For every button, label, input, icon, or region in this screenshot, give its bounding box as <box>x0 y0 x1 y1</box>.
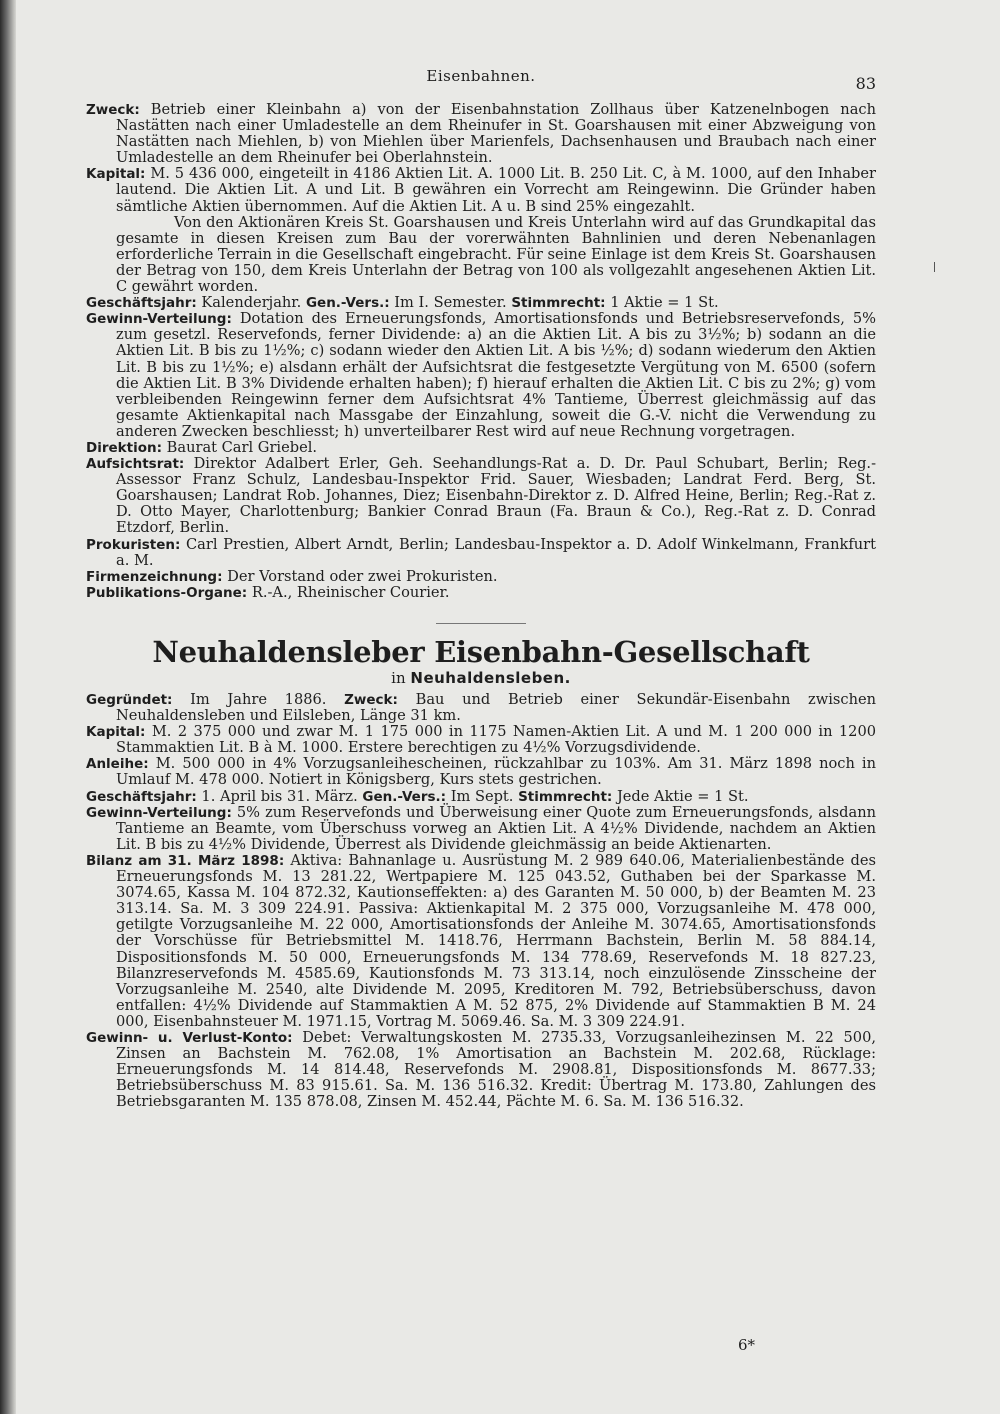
label-geschaeftsjahr: Geschäftsjahr: <box>86 295 197 312</box>
text-gewinn-verlust-konto: Debet: Verwaltungskosten M. 2735.33, Vorzugsanleihezinsen M. 22 500, Zinsen an Bachstein M. 762.08, 1% Amortisation an Bachstein M. 202.68, Rücklage: Erneuerungsfonds M. 14 814.48, Reservefonds M. 2908.81, Dispositionsfonds M. 8677.33; Betriebsüberschuss M. 83 915.61. Sa. M. 136 516.32. Kredit: Übertrag M. 173.80, Zahlungen des Betriebsgaranten M. 135 878.08, Zinsen M. 452.44, Pächte M. 6. Sa. M. 136 516.32. <box>116 1028 877 1111</box>
entry-direktion <box>86 440 876 456</box>
label-geschaeftsjahr-2: Geschäftsjahr: <box>86 788 197 805</box>
label-stimmrecht: Stimmrecht: <box>511 295 606 312</box>
text-stimmrecht-2: Jede Aktie = 1 St. <box>616 787 749 805</box>
text-aufsichtsrat: Direktor Adalbert Erler, Geh. Seehandlungs-Rat a. D. Dr. Paul Schubart, Berlin; Reg.-Assessor Franz Schulz, Landesbau-Inspektor Frid. Sauer, Wiesbaden; Landrat Ferd. Berg, St. Goarshausen; Landrat Rob. Johannes, Diez; Eisenbahn-Direktor z. D. Alfred Heine, Berlin; Reg.-Rat z. D. Otto Mayer, Charlottenburg; Bankier Conrad Braun (Fa. Braun & Co.), Reg.-Rat z. D. Conrad Etzdorf, Berlin. <box>116 455 877 537</box>
text-stimmrecht: 1 Aktie = 1 St. <box>610 294 719 312</box>
signature-mark: 6* <box>738 1336 756 1354</box>
label-zweck: Zweck: <box>86 102 140 118</box>
section-divider <box>436 623 526 624</box>
text-geschaeftsjahr-2: 1. April bis 31. März. <box>201 787 358 805</box>
label-aufsichtsrat: Aufsichtsrat: <box>86 456 185 473</box>
entry-kapital-2 <box>86 724 876 756</box>
text-gen-vers: Im I. Semester. <box>394 294 507 312</box>
label-prokuristen: Prokuristen: <box>86 536 181 553</box>
label-publikationsorgane: Publikations-Organe: <box>86 584 248 601</box>
entry-gewinn-verteilung <box>86 311 876 440</box>
label-direktion: Direktion: <box>86 439 162 456</box>
entry-gewinn-verlust-konto <box>86 1030 876 1110</box>
text-zweck-2: Bau und Betrieb einer Sekundär-Eisenbahn zwischen Neuhaldensleben und Eilsleben, Länge 31 km. <box>116 691 877 725</box>
text-gewinn-verteilung-2: 5% zum Reservefonds und Überweisung einer Quote zum Erneuerungsfonds, alsdann Tantieme an Beamte, vom Überschuss vorweg an Aktien Lit. A 4½% Dividende, nachdem an Aktien Lit. B bis zu 4½% Dividende, Überrest als Dividende gleichmässig an beide Aktienarten. <box>116 803 876 853</box>
label-zweck-2: Zweck: <box>344 692 398 708</box>
page-body <box>86 68 876 1110</box>
label-gewinn-verteilung-2: Gewinn-Verteilung: <box>86 804 232 821</box>
company-place <box>86 670 876 686</box>
scan-edge <box>0 0 16 1414</box>
label-kapital: Kapital: <box>86 166 146 183</box>
text-zweck: Betrieb einer Kleinbahn a) von der Eisenbahnstation Zollhaus über Katzenelnbogen nach Nastätten nach einer Umladestelle an dem Rheinufer in St. Goarshausen mit einer Abzweigung von Nastätten nach Miehlen, b) von Miehlen über Marienfels, Dachsenhausen und Braubach nach einer Umladestelle an dem Rheinufer bei Oberlahnstein. <box>116 101 876 167</box>
entry-zweck <box>86 102 876 166</box>
page-number: 83 <box>855 74 876 93</box>
text-anleihe: M. 500 000 in 4% Vorzugsanleihescheinen, rückzahlbar zu 103%. Am 31. März 1898 noch in Umlauf M. 478 000. Notiert in Königsberg, Kurs stets gestrichen. <box>116 755 877 789</box>
text-gen-vers-2: Im Sept. <box>450 787 514 805</box>
place-name: Neuhaldensleben. <box>410 668 571 687</box>
label-gen-vers: Gen.-Vers.: <box>305 295 390 312</box>
entry-prokuristen <box>86 537 876 569</box>
entry-anleihe <box>86 756 876 788</box>
entry-geschaeftsjahr <box>86 295 876 311</box>
label-gegruendet: Gegründet: <box>86 692 173 708</box>
company-title: Neuhaldensleber Eisenbahn-Gesellschaft <box>152 634 810 669</box>
text-firmenzeichnung: Der Vorstand oder zwei Prokuristen. <box>227 567 498 585</box>
label-stimmrecht-2: Stimmrecht: <box>518 788 613 805</box>
label-anleihe: Anleihe: <box>86 756 149 773</box>
text-bilanz: Aktiva: Bahnanlage u. Ausrüstung M. 2 989 640.06, Materialienbestände des Erneuerungsfonds M. 13 281.22, Wertpapiere M. 125 043.52, Guthaben bei der Sparkasse M. 3074.65, Kassa M. 104 872.32, Kautionseffekten: a) des Garanten M. 50 000, b) der Beamten M. 23 313.14. Sa. M. 3 309 224.91. Passiva: Aktienkapital M. 2 375 000, Vorzugsanleihe M. 478 000, getilgte Vorzugsanleihe M. 22 000, Amortisationsfonds der Anleihe M. 3074.65, Amortisationsfonds der Vorschüsse für Betriebsmittel M. 1418.76, Herrmann Bachstein, Berlin M. 58 884.14, Dispositionsfonds M. 50 000, Erneuerungsfonds M. 134 778.69, Reservefonds M. 18 827.23, Bilanzreservefonds M. 4585.69, Kautionsfonds M. 73 313.14, noch einzulösende Zinsscheine der Vorzugsanleihe M. 2540, alte Dividende M. 2095, Kreditoren M. 792, Betriebsüberschuss, davon entfallen: 4½% Dividende auf Stammaktien A M. 52 875, 2% Dividende auf Stammaktien B M. 24 000, Eisenbahnsteuer M. 1971.15, Vortrag M. 5069.46. Sa. M. 3 309 224.91. <box>116 851 877 1030</box>
entry-publikationsorgane <box>86 585 876 601</box>
text-kapital-2: M. 2 375 000 und zwar M. 1 175 000 in 1175 Namen-Aktien Lit. A und M. 1 200 000 in 1200 Stammaktien Lit. B à M. 1000. Erstere berechtigen zu 4½% Vorzugsdividende. <box>116 723 877 757</box>
entry-gewinn-verteilung-2 <box>86 805 876 853</box>
paragraph-kapital-terrain: Von den Aktionären Kreis St. Goarshausen und Kreis Unterlahn wird auf das Grundkapital das gesamte in diesen Kreisen zum Bau der vorerwähnten Bahnlinien und deren Nebenanlagen erforderliche Terrain in die Gesellschaft eingebracht. Für seine Einlage ist dem Kreis St. Goarshausen der Betrag von 150, dem Kreis Unterlahn der Betrag von 100 als vollgezahlt angesehenen Aktien Lit. C gewährt worden. <box>116 213 876 296</box>
margin-mark <box>934 262 935 272</box>
label-kapital-2: Kapital: <box>86 724 146 741</box>
place-prefix: in <box>391 668 406 687</box>
text-geschaeftsjahr: Kalenderjahr. <box>201 294 302 312</box>
label-gen-vers-2: Gen.-Vers.: <box>362 788 447 805</box>
label-gewinn-verlust-konto: Gewinn- u. Verlust-Konto: <box>86 1029 293 1046</box>
section-neuhaldensleber <box>86 636 876 1111</box>
label-bilanz: Bilanz am 31. März 1898: <box>86 852 285 869</box>
text-kapital: M. 5 436 000, eingeteilt in 4186 Aktien Lit. A. 1000 Lit. B. 250 Lit. C, à M. 1000, auf den Inhaber lautend. Die Aktien Lit. A und Lit. B gewähren ein Vorrecht am Reingewinn. Die Gründer haben sämtliche Aktien übernommen. Auf die Aktien Lit. A u. B sind 25% eingezahlt. <box>116 165 876 215</box>
entry-gegruendet <box>86 692 876 724</box>
text-publikationsorgane: R.-A., Rheinischer Courier. <box>251 583 450 601</box>
text-direktion: Baurat Carl Griebel. <box>166 438 318 456</box>
label-gewinn-verteilung: Gewinn-Verteilung: <box>86 311 232 328</box>
text-gegruendet: Im Jahre 1886. <box>190 691 327 708</box>
entry-geschaeftsjahr-2 <box>86 789 876 805</box>
running-head <box>86 68 876 92</box>
entry-bilanz <box>86 853 876 1030</box>
label-firmenzeichnung: Firmenzeichnung: <box>86 568 223 585</box>
section-previous-company <box>86 102 876 601</box>
entry-firmenzeichnung <box>86 569 876 585</box>
text-prokuristen: Carl Prestien, Albert Arndt, Berlin; Landesbau-Inspektor a. D. Adolf Winkelmann, Frankfurt a. M. <box>116 535 876 569</box>
entry-kapital <box>86 166 876 214</box>
running-title: Eisenbahnen. <box>426 67 536 85</box>
text-gewinn-verteilung: Dotation des Erneuerungsfonds, Amortisationsfonds und Betriebsreservefonds, 5% zum gesetzl. Reservefonds, ferner Dividende: a) an die Aktien Lit. A bis zu 3½%; b) sodann an die Aktien Lit. B bis zu 1½%; c) sodann wieder den Aktien Lit. A bis ½%; d) sodann wiederum den Aktien Lit. B bis zu 1½%; e) alsdann erhält der Aufsichtsrat die festgesetzte Vergütung von M. 6500 (sofern die Aktien Lit. B 3% Dividende erhalten haben); f) hierauf erhalten die Aktien Lit. C bis zu 2%; g) vom verbleibenden Reingewinn ferner dem Aufsichtsrat 4% Tantieme, Überrest gleichmässig auf das gesamte Aktienkapital nach Massgabe der Einzahlung, soweit die G.-V. nicht die Verwendung zu anderen Zwecken beschliesst; h) unverteilbarer Rest wird auf neue Rechnung vorgetragen. <box>116 310 876 440</box>
entry-aufsichtsrat <box>86 456 876 536</box>
